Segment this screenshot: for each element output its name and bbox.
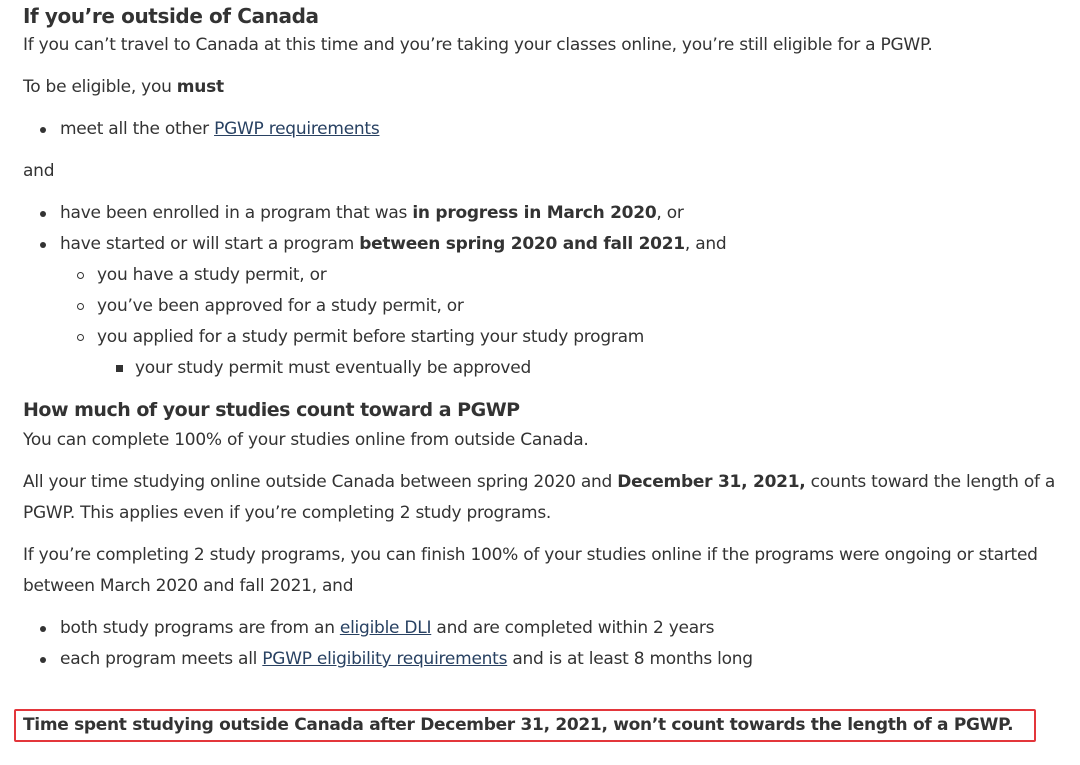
online-paragraph: You can complete 100% of your studies online from outside Canada. [23,430,589,450]
two-programs-list [23,613,1080,675]
permit-item-text: you have a study permit, or [97,265,327,285]
enrolled-suffix: , or [656,203,684,223]
bullet-dot [40,127,46,133]
intro-paragraph: If you can’t travel to Canada at this time and you’re taking your classes online, you’re still eligible for a PGWP. [23,35,933,55]
list-item-dli [23,613,1080,644]
list-item-requirements [23,114,1080,145]
dli-prefix: both study programs are from an [60,618,340,638]
started-prefix: have started or will start a program [60,234,360,254]
bullet-dot [40,657,46,663]
elig-prefix: each program meets all [60,649,263,669]
list-item-permit [23,260,1080,291]
permit-sublist [60,260,1080,384]
pgwp-eligibility-link[interactable]: PGWP eligibility requirements [262,649,508,669]
bullet-dot [40,211,46,217]
and-text: and [23,161,55,181]
time-prefix: All your time studying online outside Canada between spring 2020 and [23,472,618,492]
heading-studies-count: How much of your studies count toward a PGWP [23,399,520,421]
bullet-circle [77,272,84,279]
bullet-circle [77,303,84,310]
permit-sub-text: your study permit must eventually be approved [135,358,531,378]
elig-suffix: and is at least 8 months long [507,649,753,669]
list-item-eligibility [23,644,1080,675]
bullet-circle [77,334,84,341]
list-item-enrolled [23,198,1080,229]
program-conditions-list [23,198,1080,384]
eligible-bold: must [176,77,224,97]
two-programs-paragraph: If you’re completing 2 study programs, you can finish 100% of your studies online if the programs were ongoing or started between March 2020 and fall 2021, and [23,545,1038,596]
eligible-paragraph [23,72,1080,103]
enrolled-prefix: have been enrolled in a program that was [60,203,413,223]
dli-suffix: and are completed within 2 years [431,618,715,638]
bullet-dot [40,242,46,248]
started-bold: between spring 2020 and fall 2021 [359,234,685,254]
permit-subsublist [97,353,1080,384]
requirements-list [23,114,1080,145]
bullet-square [116,365,123,372]
list-item-permit-approved [23,353,1080,384]
list-item-permit [23,291,1080,322]
callout-text: Time spent studying outside Canada after December 31, 2021, won’t count towards the length of a PGWP. [23,715,1014,735]
permit-item-text: you applied for a study permit before starting your study program [97,327,645,347]
time-suffix: counts toward the length of a PGWP. This applies even if you’re completing 2 study programs. [23,472,1056,523]
eligible-dli-link[interactable]: eligible DLI [339,618,432,638]
started-suffix: , and [684,234,727,254]
heading-outside-canada: If you’re outside of Canada [23,4,319,28]
bullet-dot [40,626,46,632]
enrolled-bold: in progress in March 2020 [412,203,657,223]
time-paragraph [23,467,1079,529]
eligible-prefix: To be eligible, you [23,77,177,97]
list-item-permit [23,322,1080,384]
list-item-started [23,229,1080,384]
permit-item-text: you’ve been approved for a study permit, or [97,296,464,316]
req-prefix: meet all the other [60,119,215,139]
pgwp-requirements-link[interactable]: PGWP requirements [214,119,380,139]
time-bold: December 31, 2021, [617,472,806,492]
